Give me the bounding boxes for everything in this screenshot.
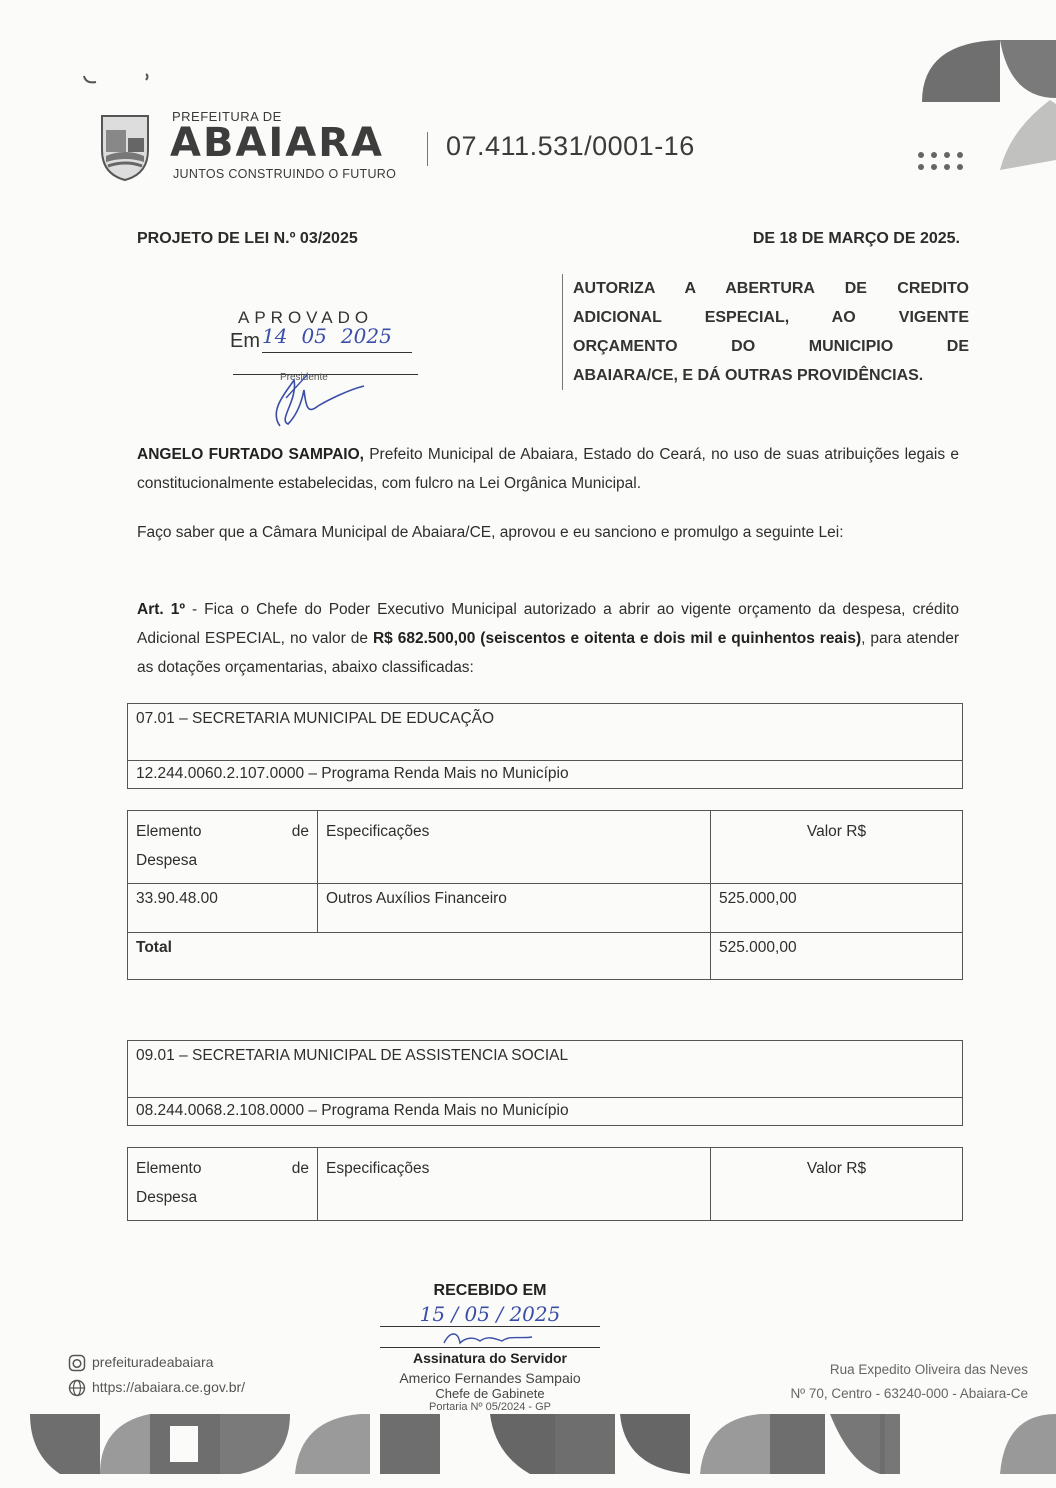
enactment-paragraph: Faço saber que a Câmara Municipal de Abaiara/CE, aprovou e eu sanciono e promulgo a seguinte Lei:: [137, 524, 844, 541]
approved-em: Em: [230, 330, 260, 352]
mayor-name: ANGELO FURTADO SAMPAIO,: [137, 446, 364, 463]
budget-section-header: [127, 703, 963, 789]
org-prefix: PREFEITURA DE: [172, 109, 282, 124]
decorative-shapes: [900, 40, 1056, 200]
total-value: 525.000,00: [711, 933, 963, 980]
dots-pattern: [916, 150, 966, 172]
col-header-element: Elemento de Despesa: [128, 1148, 318, 1221]
table-row: [128, 884, 963, 933]
president-signature: [258, 360, 368, 432]
budget-table: [127, 1147, 963, 1221]
website-link[interactable]: https://abaiara.ce.gov.br/: [68, 1375, 245, 1400]
received-stamp: [380, 1282, 600, 1413]
president-label: Presidente: [280, 372, 328, 383]
ementa-line: ADICIONAL ESPECIAL, AO VIGENTE: [573, 309, 969, 326]
ementa-line: AUTORIZA A ABERTURA DE CREDITO: [573, 280, 969, 297]
secretaria-cell: 07.01 – SECRETARIA MUNICIPAL DE EDUCAÇÃO: [128, 704, 963, 761]
server-signature-scribble: [440, 1327, 540, 1349]
footer-contacts: [68, 1350, 245, 1400]
credit-value: R$ 682.500,00 (seiscentos e oitenta e dois mil e quinhentos reais): [372, 630, 862, 647]
programa-cell: 08.244.0068.2.108.0000 – Programa Renda Mais no Município: [128, 1098, 963, 1126]
article-label: Art. 1º: [137, 601, 185, 618]
article-1: Art. 1º - Fica o Chefe do Poder Executivo Municipal autorizado a abrir ao vigente orçamento da despesa, crédito Adicional ESPECIAL, no valor de R$ 682.500,00 (seiscentos e oitenta e dois mil e quinhentos reais), para atender as dotações orçamentarias, abaixo classificadas:: [137, 601, 959, 676]
approved-label: APROVADO: [238, 308, 374, 327]
server-signature: [380, 1327, 600, 1348]
col-header-element: Elemento de Despesa: [128, 811, 318, 884]
org-tagline: JUNTOS CONSTRUINDO O FUTURO: [173, 167, 397, 181]
bill-number: PROJETO DE LEI N.º 03/2025: [137, 230, 358, 247]
received-date: 15 / 05 / 2025: [380, 1302, 600, 1327]
server-role: Chefe de Gabinete: [435, 1386, 545, 1401]
footer-address: Rua Expedito Oliveira das Neves Nº 70, Centro - 63240-000 - Abaiara-Ce: [790, 1362, 1028, 1401]
approval-date: 14 05 2025: [262, 324, 412, 353]
total-row: [128, 933, 963, 980]
instagram-link[interactable]: prefeituradeabaiara: [68, 1350, 245, 1375]
org-name-logo: ABAIARA: [170, 120, 384, 166]
server-signature-label: Assinatura do Servidor: [412, 1350, 568, 1366]
budget-section-header: [127, 1040, 963, 1126]
spec-cell: Outros Auxílios Financeiro: [318, 884, 711, 933]
total-label: Total: [128, 933, 711, 980]
approval-stamp: [228, 300, 458, 435]
coat-of-arms-icon: [96, 112, 154, 182]
server-portaria: Portaria Nº 05/2024 - GP: [428, 1401, 552, 1413]
ementa-line: ORÇAMENTO DO MUNICIPIO DE: [573, 338, 969, 355]
instagram-icon: [68, 1354, 86, 1372]
ementa-line: ABAIARA/CE, E DÁ OUTRAS PROVIDÊNCIAS.: [573, 367, 924, 384]
col-header-spec: Especificações: [318, 1148, 711, 1221]
programa-cell: 12.244.0060.2.107.0000 – Programa Renda Mais no Município: [128, 761, 963, 789]
ementa: [562, 274, 969, 390]
value-cell: 525.000,00: [711, 884, 963, 933]
table-header-row: [128, 1148, 963, 1221]
scan-mark: [80, 70, 160, 90]
cnpj: 07.411.531/0001-16: [446, 131, 695, 161]
col-header-spec: Especificações: [318, 811, 711, 884]
col-header-value: Valor R$: [711, 1148, 963, 1221]
footer-decorative-band: [0, 1414, 1056, 1474]
table-header-row: [128, 811, 963, 884]
element-cell: 33.90.48.00: [128, 884, 318, 933]
received-title: RECEBIDO EM: [433, 1282, 547, 1299]
globe-icon: [68, 1379, 86, 1397]
col-header-value: Valor R$: [711, 811, 963, 884]
preamble-paragraph: ANGELO FURTADO SAMPAIO, Prefeito Municipal de Abaiara, Estado do Ceará, no uso de suas atribuições legais e constitucionalmente estabelecidas, com fulcro na Lei Orgânica Municipal.: [137, 446, 959, 492]
secretaria-cell: 09.01 – SECRETARIA MUNICIPAL DE ASSISTENCIA SOCIAL: [128, 1041, 963, 1098]
header-divider: [427, 132, 428, 166]
server-name: Americo Fernandes Sampaio: [399, 1370, 581, 1386]
budget-table: [127, 810, 963, 980]
bill-date: DE 18 DE MARÇO DE 2025.: [752, 230, 960, 247]
